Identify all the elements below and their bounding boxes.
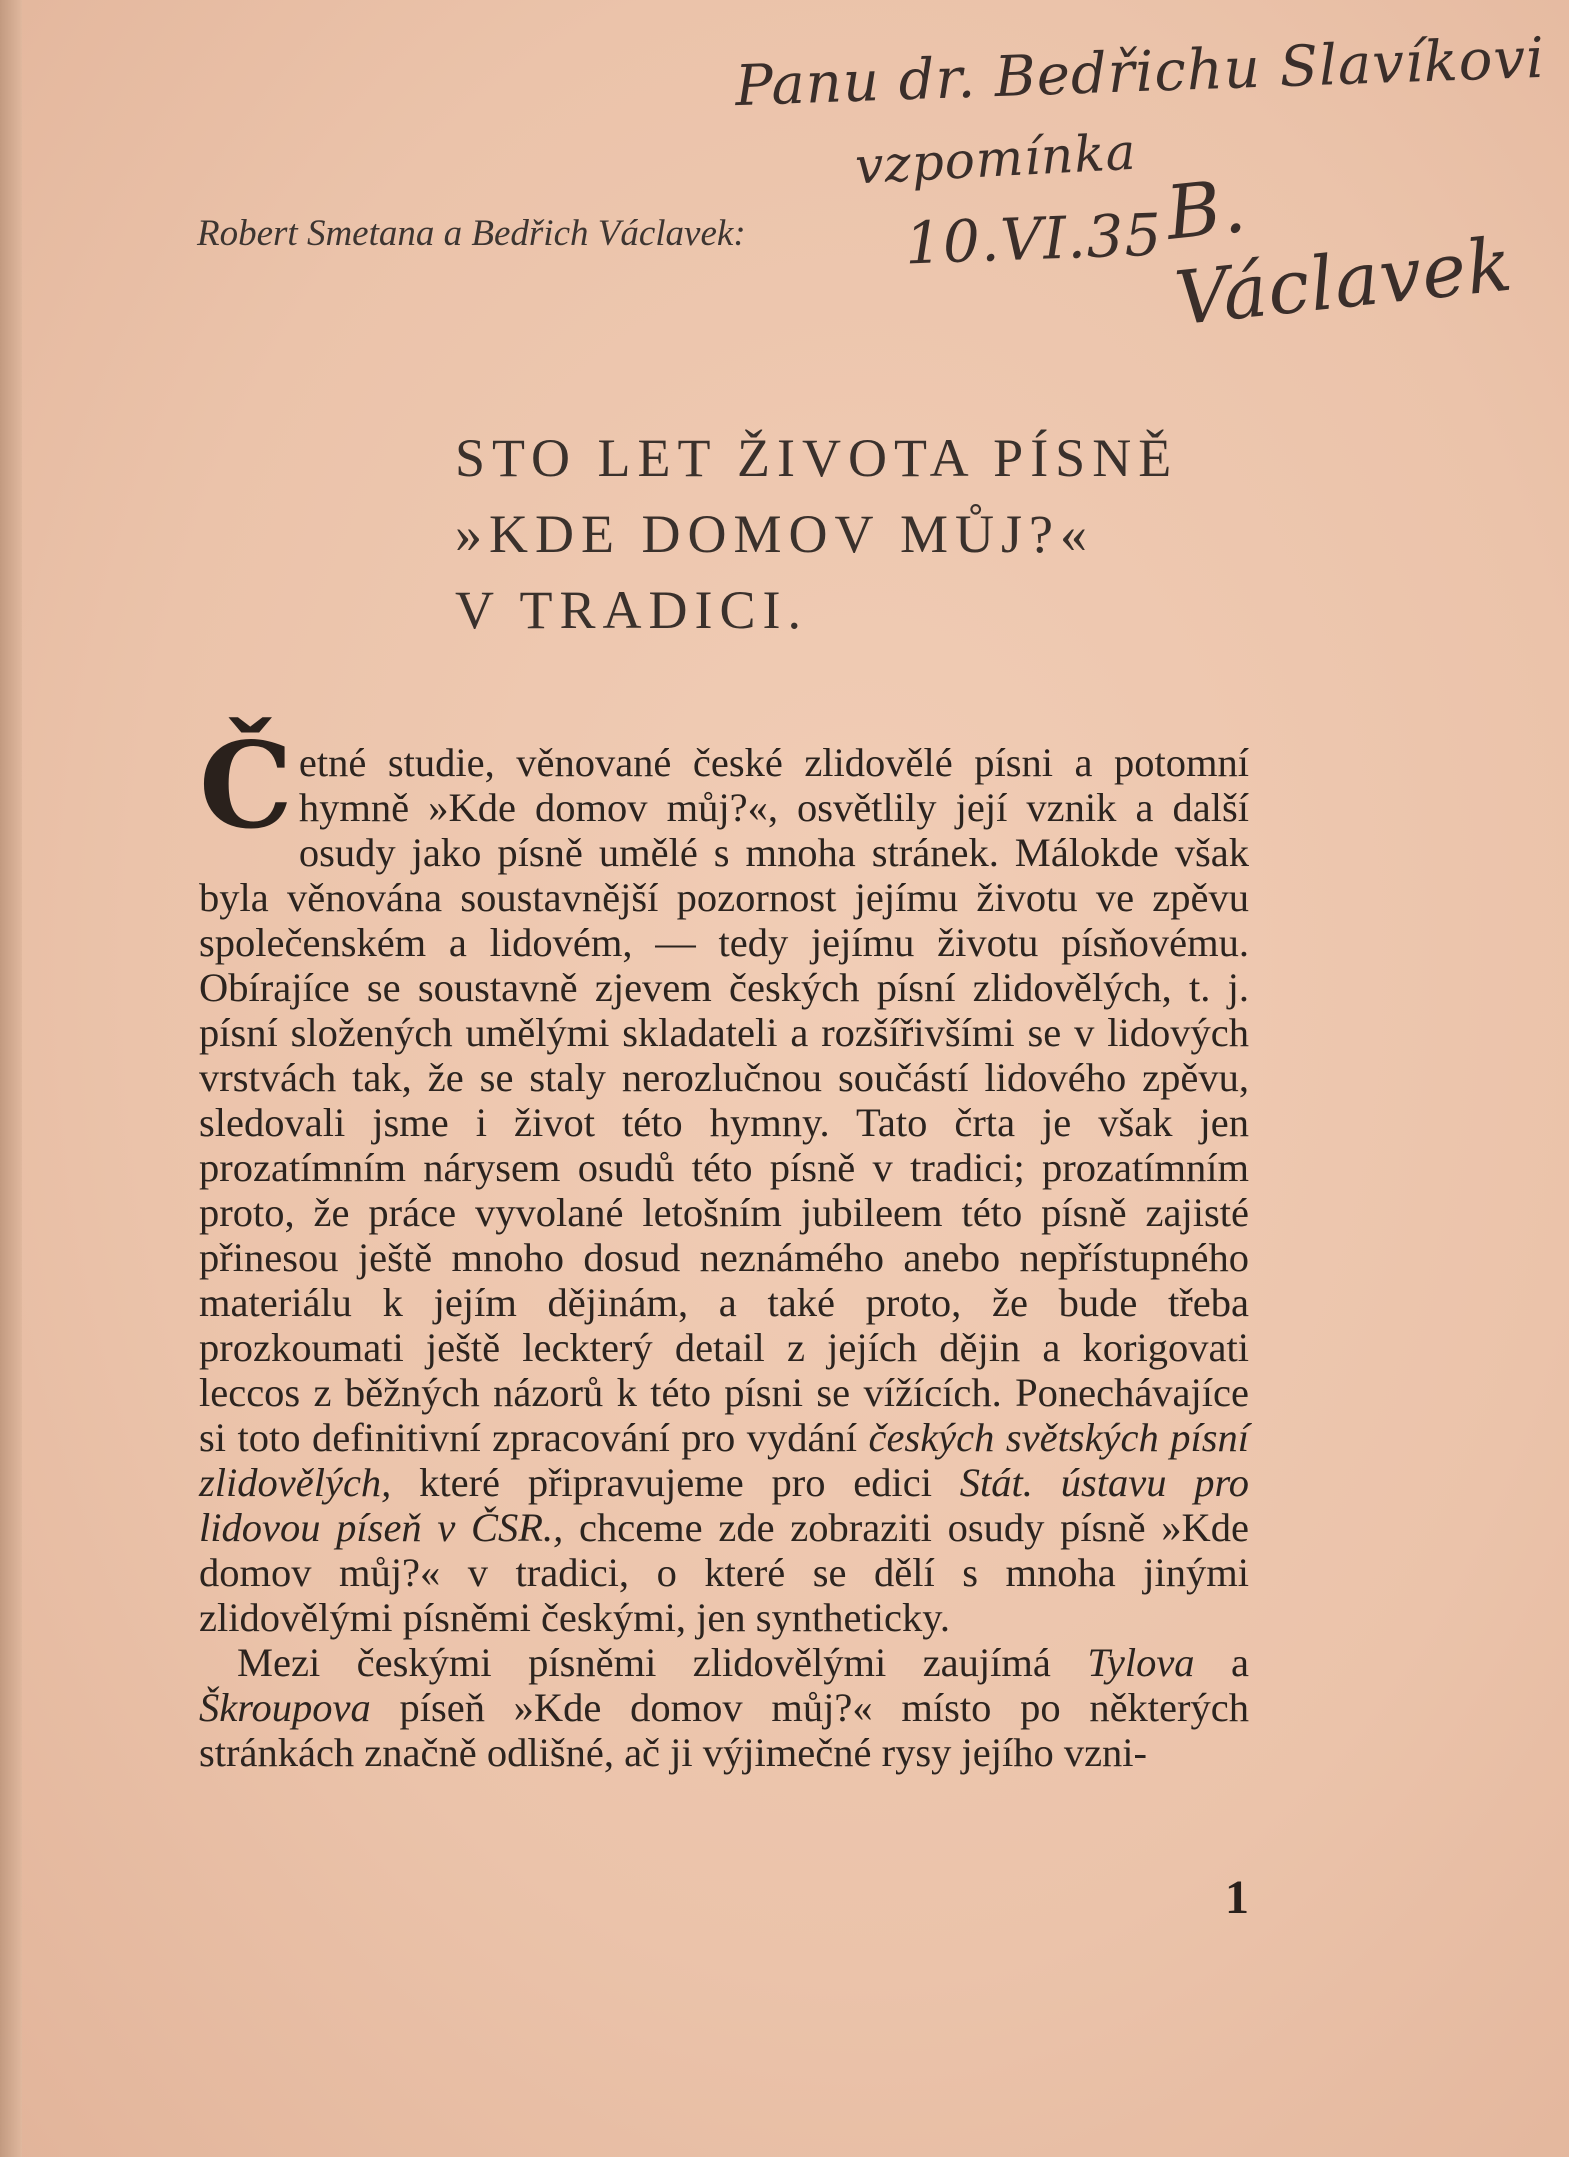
paragraph-2 xyxy=(199,1640,1249,1775)
page-number: 1 xyxy=(1225,1871,1249,1924)
article-title xyxy=(455,420,1178,648)
handwritten-signature: B. Václavek xyxy=(1162,162,1517,343)
handwritten-dedication-word: vzpomínka xyxy=(853,122,1138,196)
paragraph-1-italic-1: českých světských písní zlidovělých, xyxy=(199,1415,1250,1505)
title-line-1: STO LET ŽIVOTA PÍSNĚ xyxy=(455,428,1179,488)
handwritten-date: 10.VI.35 xyxy=(903,200,1164,278)
drop-cap: Č xyxy=(199,716,293,855)
paragraph-2-italic-1: Tylova xyxy=(1087,1640,1195,1685)
paragraph-2-text-c: píseň »Kde domov můj?« místo po některých stránkách značně odlišné, ač ji výjimečné rysy jejího vzni- xyxy=(199,1685,1249,1775)
handwritten-dedication: Panu dr. Bedřichu Slavíkovi xyxy=(734,25,1546,120)
paragraph-2-text-a: Mezi českými písněmi zlidovělými zaujímá xyxy=(237,1640,1088,1685)
title-line-3: V TRADICI. xyxy=(455,580,809,640)
paragraph-1-text-c: chceme zde zobraziti osudy písně »Kde domov můj?« v tradici, o které se dělí s mnoha jinými zlidovělými písněmi českými, jen syntheticky. xyxy=(199,1505,1249,1640)
page-edge xyxy=(0,0,22,2157)
article-body xyxy=(199,716,1250,1775)
paragraph-2-text-b: a xyxy=(1194,1640,1249,1685)
authors-line: Robert Smetana a Bedřich Václavek: xyxy=(197,213,746,254)
paragraph-1-text-a: etné studie, věnované české zlidovělé písni a potomní hymně »Kde domov můj?«, osvětlily její vznik a další osudy jako písně umělé s mnoha stránek. Málokde však byla věnována soustavnější pozornost jejímu životu ve zpěvu společenském a lidovém, — tedy jejímu životu písňovému. Obírajíce se soustavně zjevem českých písní zlidovělých, t. j. písní složených umělými skladateli a rozšířivšími se v lidových vrstvách tak, že se staly nerozlučnou součástí lidového zpěvu, sledovali jsme i život této hymny. Tato črta je však jen prozatímním nárysem osudů této písně v tradici; prozatímním proto, že práce vyvolané letošním jubileem této písně zajisté přinesou ještě mnoho dosud neznámého anebo nepřístupného materiálu k jejím dějinám, a také proto, že bude třeba prozkoumati ještě leckterý detail z jejích dějin a korigovati leccos z běžných názorů k této písni se vížících. Ponechávajíce si toto definitivní zpracování pro vydání xyxy=(199,740,1249,1460)
paragraph-2-italic-2: Škroupova xyxy=(199,1685,371,1730)
paragraph-1 xyxy=(199,716,1250,1640)
title-line-2: »KDE DOMOV MŮJ?« xyxy=(455,504,1095,564)
paragraph-1-italic-2: Stát. ústavu pro lidovou píseň v ČSR., xyxy=(199,1460,1249,1550)
paragraph-1-text-b: které připravujeme pro edici xyxy=(391,1460,960,1505)
